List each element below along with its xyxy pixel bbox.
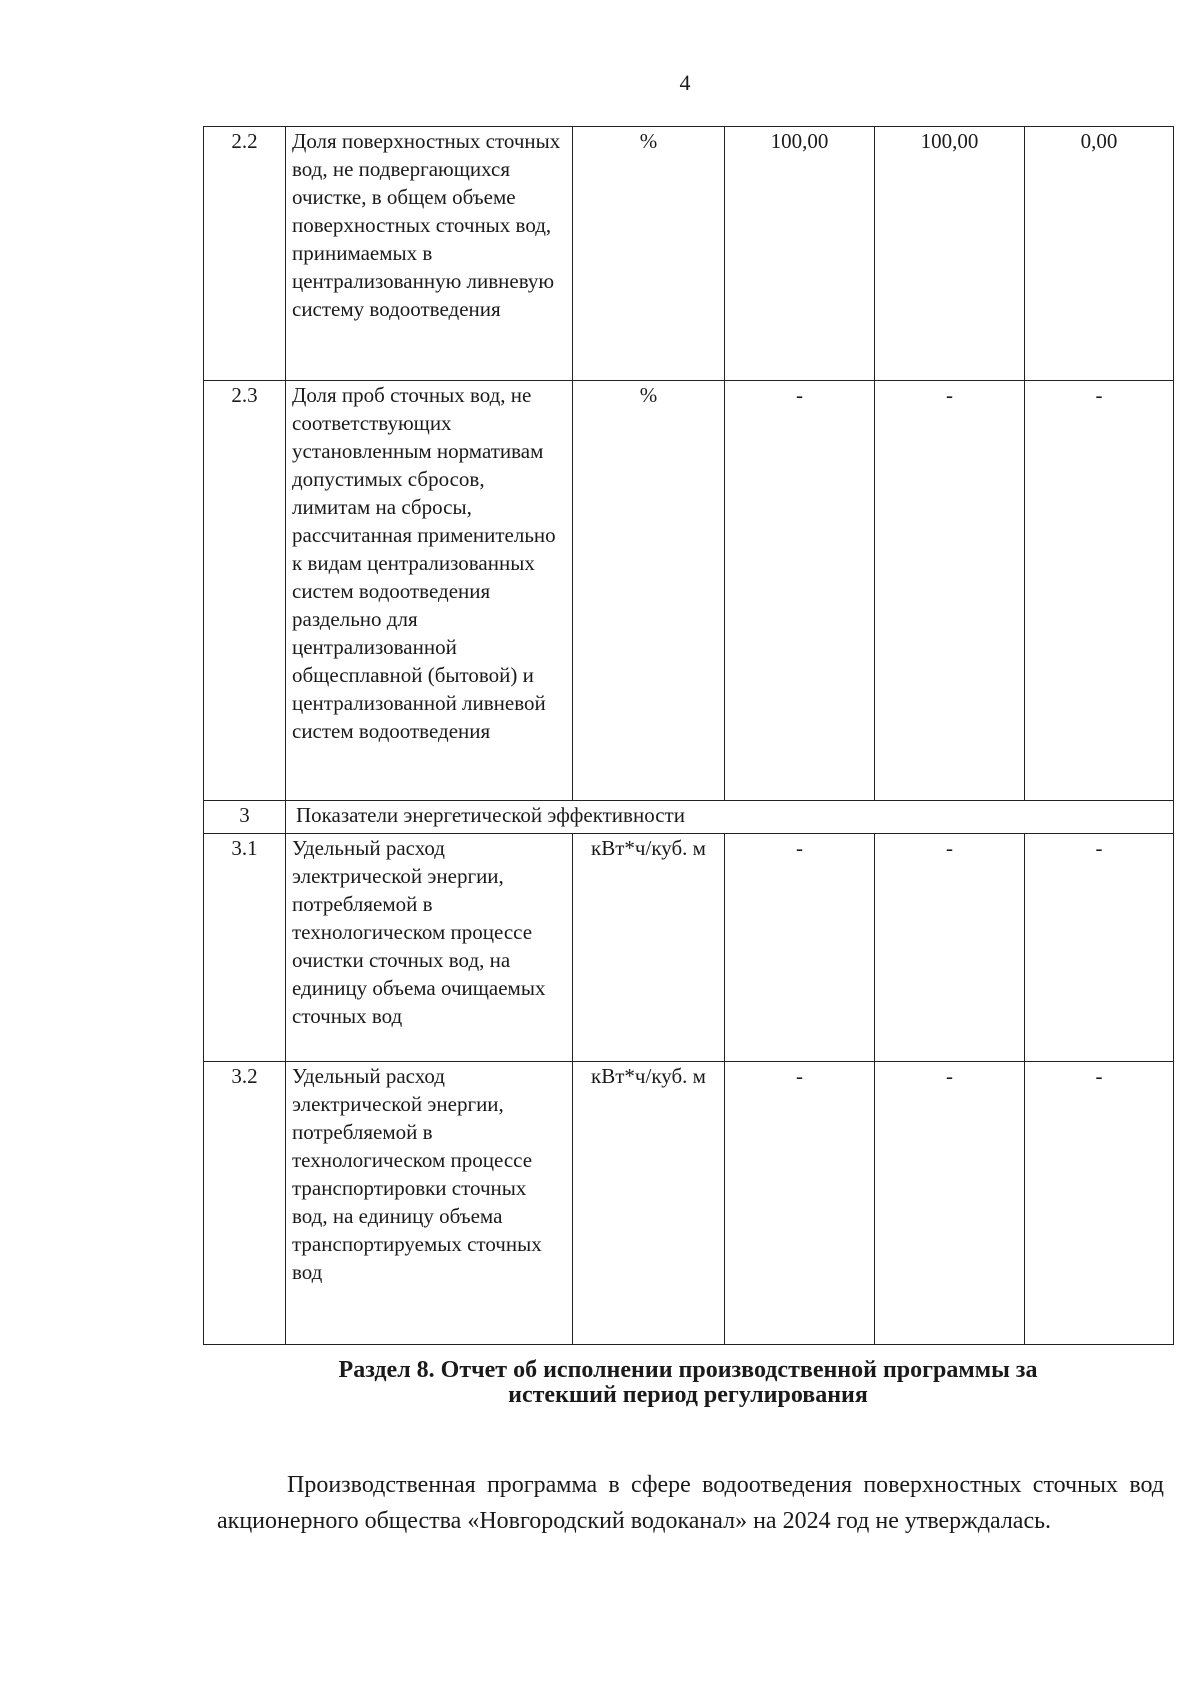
value-cell-2: -	[875, 834, 1025, 1062]
indicator-name: Доля поверхностных сточных вод, не подвергающихся очистке, в общем объеме поверхностных сточных вод, принимаемых в централизованную ливневую систему водоотведения	[286, 127, 573, 381]
value-cell-1: -	[725, 834, 875, 1062]
value-cell-1: 100,00	[725, 127, 875, 381]
value-cell-1: -	[725, 381, 875, 801]
table-row	[204, 127, 1174, 381]
value-cell-3: -	[1025, 1062, 1174, 1345]
unit-cell: %	[573, 127, 725, 381]
indicator-name: Удельный расход электрической энергии, потребляемой в технологическом процессе транспортировки сточных вод, на единицу объема транспортируемых сточных вод	[286, 1062, 573, 1345]
section-8-heading	[203, 1358, 1173, 1408]
section-8-paragraph: Производственная программа в сфере водоотведения поверхностных сточных вод акционерного общества «Новгородский водоканал» на 2024 год не утверждалась.	[217, 1472, 1164, 1534]
value-cell-1: -	[725, 1062, 875, 1345]
row-number: 3.1	[204, 834, 286, 1062]
table-row	[204, 381, 1174, 801]
value-cell-2: 100,00	[875, 127, 1025, 381]
value-cell-2: -	[875, 381, 1025, 801]
row-number: 2.3	[204, 381, 286, 801]
section-8-heading-line-2: истекший период регулирования	[508, 1382, 868, 1408]
value-cell-3: -	[1025, 834, 1174, 1062]
section-number: 3	[204, 801, 286, 834]
unit-cell: %	[573, 381, 725, 801]
value-cell-2: -	[875, 1062, 1025, 1345]
section-8-heading-line-1: Раздел 8. Отчет об исполнении производственной программы за	[338, 1357, 1038, 1383]
value-cell-3: -	[1025, 381, 1174, 801]
indicator-name: Доля проб сточных вод, не соответствующих установленным нормативам допустимых сбросов, лимитам на сбросы, рассчитанная применительно к видам централизованных систем водоотведения раздельно для централизованной общесплавной (бытовой) и централизованной ливневой систем водоотведения	[286, 381, 573, 801]
unit-cell: кВт*ч/куб. м	[573, 1062, 725, 1345]
unit-cell: кВт*ч/куб. м	[573, 834, 725, 1062]
table-row	[204, 1062, 1174, 1345]
indicator-name: Удельный расход электрической энергии, потребляемой в технологическом процессе очистки сточных вод, на единицу объема очищаемых сточных вод	[286, 834, 573, 1062]
table-row	[204, 834, 1174, 1062]
page-number: 4	[679, 70, 691, 95]
row-number: 2.2	[204, 127, 286, 381]
indicators-table	[203, 126, 1174, 1345]
table-section-row	[204, 801, 1174, 834]
value-cell-3: 0,00	[1025, 127, 1174, 381]
row-number: 3.2	[204, 1062, 286, 1345]
section-title: Показатели энергетической эффективности	[286, 801, 1174, 834]
